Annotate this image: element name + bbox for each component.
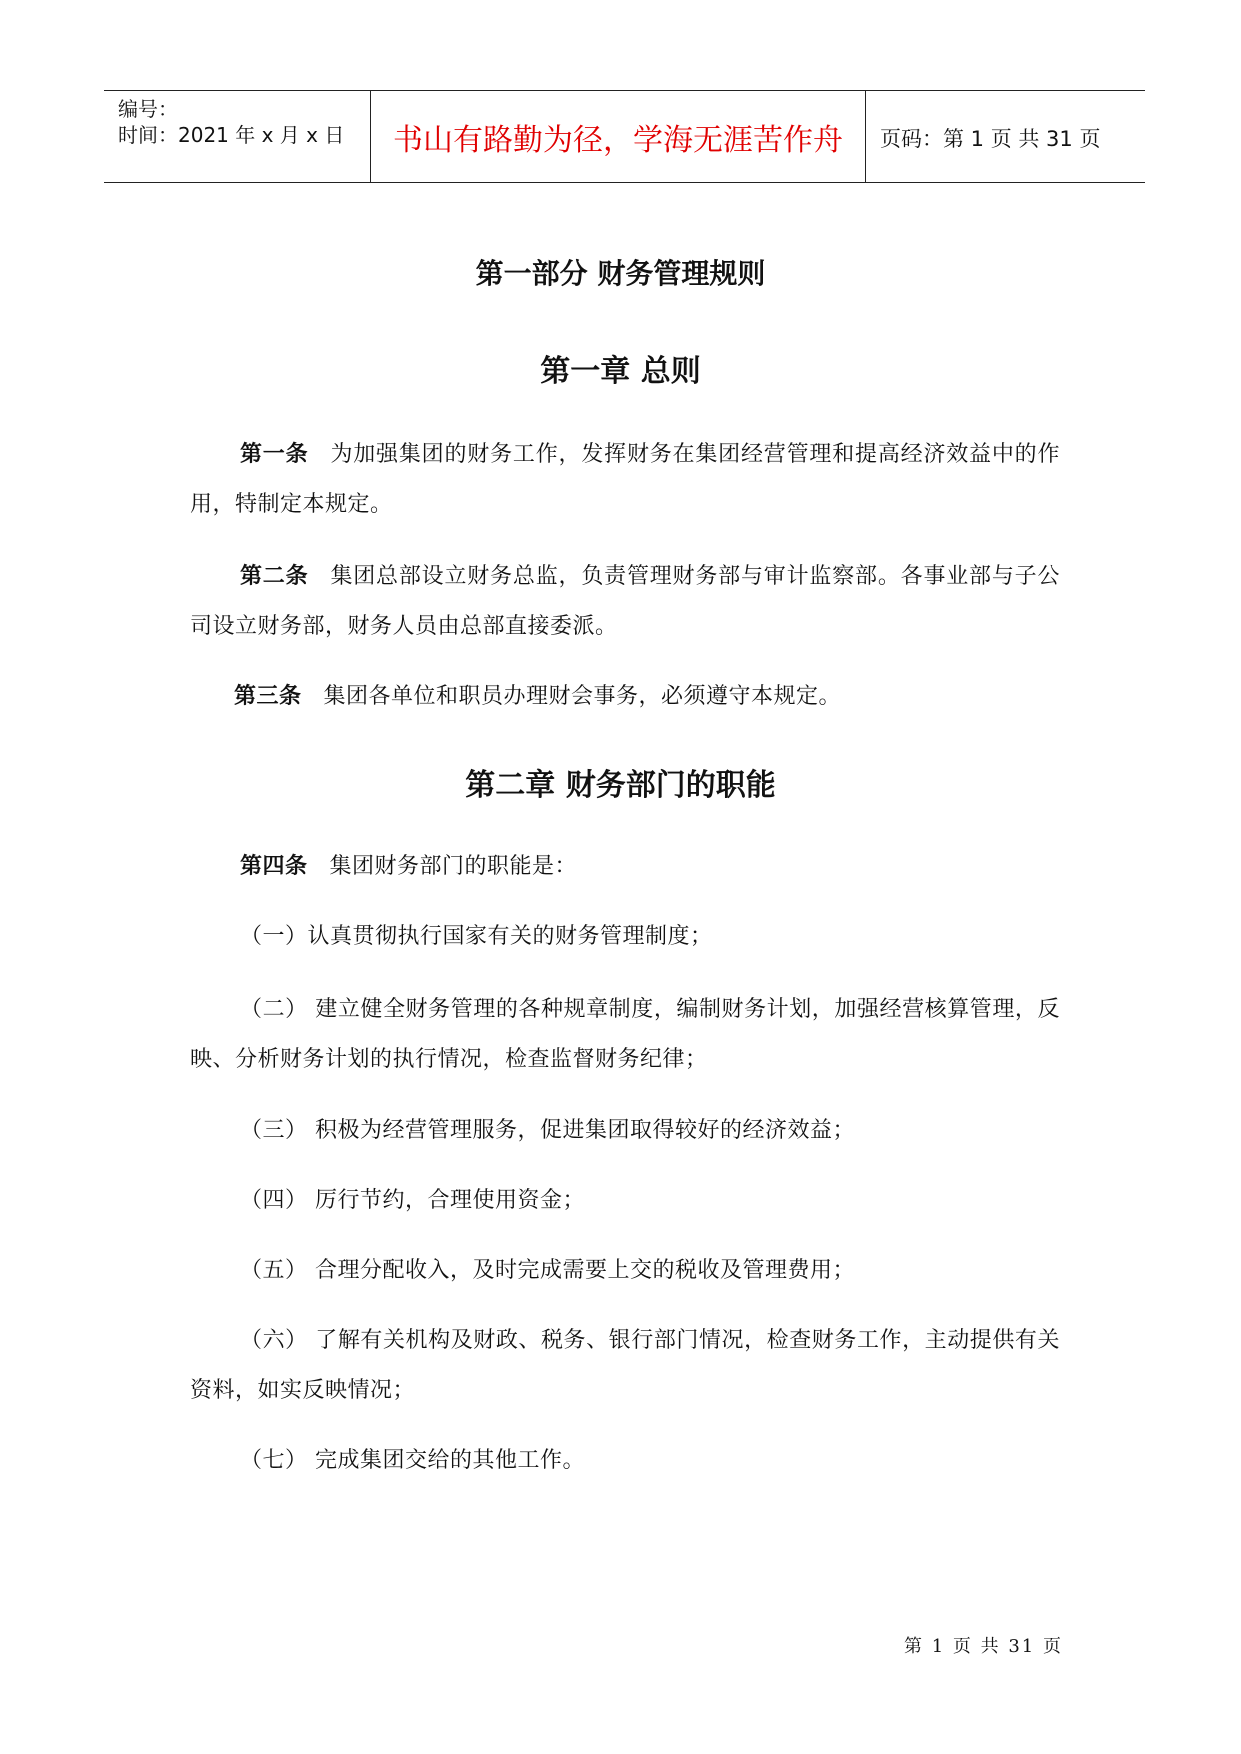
article-1-text: 为加强集团的财务工作，发挥财务在集团经营管理和提高经济效益中的作用，特制定本规定。	[190, 442, 1060, 517]
article-2	[190, 552, 1060, 652]
number-label: 编号：	[118, 97, 178, 121]
article-2-text: 集团总部设立财务总监，负责管理财务部与审计监察部。各事业部与子公司设立财务部，财务人员由总部直接委派。	[190, 564, 1060, 639]
article-3	[190, 672, 1060, 722]
header-page-info: 页码：第 1 页 共 31 页	[880, 127, 1101, 151]
article-2-label: 第二条	[240, 564, 309, 589]
article-1	[190, 430, 1060, 530]
time-label: 时间：2021 年 x 月 x 日	[118, 123, 345, 147]
header-left-cell	[104, 91, 370, 182]
chapter-1-title: 第一章 总则	[540, 354, 701, 389]
page-footer: 第 1 页 共 31 页	[904, 1636, 1063, 1657]
article-4-label: 第四条	[240, 854, 308, 879]
header-right-cell	[866, 91, 1145, 182]
list-item: （二） 建立健全财务管理的各种规章制度，编制财务计划，加强经营核算管理，反映、分析财务计划的执行情况，检查监督财务纪律；	[190, 997, 1060, 1072]
chapter-2-title: 第二章 财务部门的职能	[465, 768, 776, 803]
motto-text: 书山有路勤为径，学海无涯苦作舟	[393, 123, 843, 158]
list-item: （四） 厉行节约，合理使用资金；	[240, 1188, 585, 1213]
list-item: （七） 完成集团交给的其他工作。	[240, 1448, 585, 1473]
article-3-label: 第三条	[234, 684, 302, 709]
article-4	[190, 842, 1060, 892]
article-4-text: 集团财务部门的职能是：	[329, 854, 578, 879]
header-middle-cell	[370, 91, 866, 182]
list-item: （一）认真贯彻执行国家有关的财务管理制度；	[240, 924, 713, 949]
document-header	[104, 90, 1145, 183]
list-item: （六） 了解有关机构及财政、税务、银行部门情况，检查财务工作，主动提供有关资料，如实反映情况；	[190, 1328, 1060, 1403]
article-3-text: 集团各单位和职员办理财会事务，必须遵守本规定。	[323, 684, 842, 709]
part-title: 第一部分 财务管理规则	[475, 257, 766, 290]
list-item: （五） 合理分配收入，及时完成需要上交的税收及管理费用；	[240, 1258, 855, 1283]
list-item: （三） 积极为经营管理服务，促进集团取得较好的经济效益；	[240, 1118, 855, 1143]
article-1-label: 第一条	[240, 442, 309, 467]
